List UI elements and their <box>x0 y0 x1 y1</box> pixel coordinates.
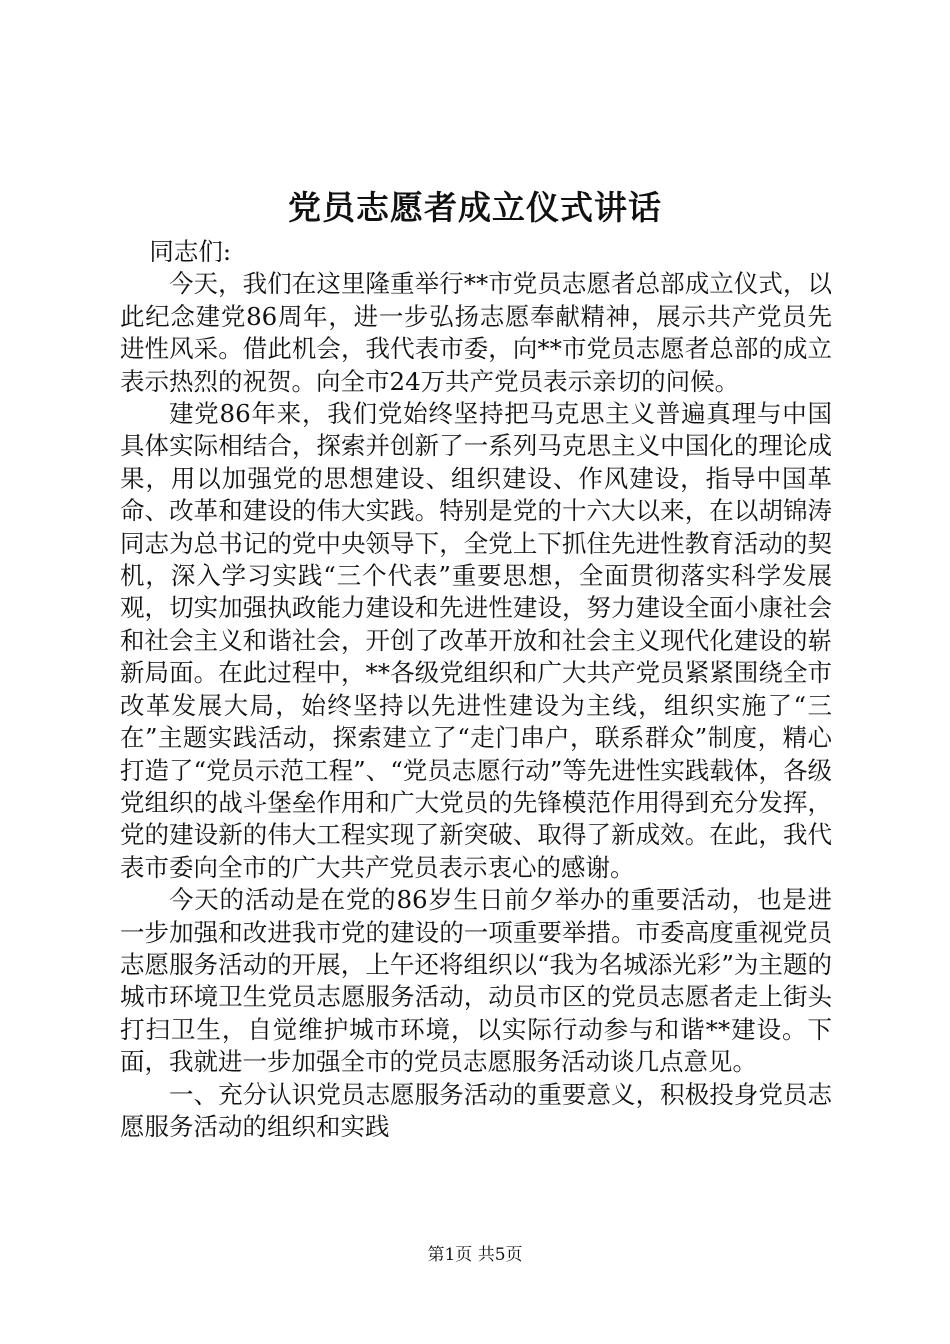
page-indicator: 第1页 共5页 <box>427 1245 523 1265</box>
document-body <box>120 236 832 1143</box>
document-title: 党员志愿者成立仪式讲话 <box>288 188 662 227</box>
paragraph: 建党86年来，我们党始终坚持把马克思主义普遍真理与中国具体实际相结合，探索并创新了一系列马克思主义中国化的理论成果，用以加强党的思想建设、组织建设、作风建设，指导中国革命、改革和建设的伟大实践。特别是党的十六大以来，在以胡锦涛同志为总书记的党中央领导下，全党上下抓住先进性教育活动的契机，深入学习实践“三个代表”重要思想，全面贯彻落实科学发展观，切实加强执政能力建设和先进性建设，努力建设全面小康社会和社会主义和谐社会，开创了改革开放和社会主义现代化建设的崭新局面。在此过程中，**各级党组织和广大共产党员紧紧围绕全市改革发展大局，始终坚持以先进性建设为主线，组织实施了“三在”主题实践活动，探索建立了“走门串户，联系群众”制度，精心打造了“党员示范工程”、“党员志愿行动”等先进性实践载体，各级党组织的战斗堡垒作用和广大党员的先锋模范作用得到充分发挥，党的建设新的伟大工程实现了新突破、取得了新成效。在此，我代表市委向全市的广大共产党员表示衷心的感谢。 <box>120 399 832 882</box>
paragraph: 今天，我们在这里隆重举行**市党员志愿者总部成立仪式，以此纪念建党86周年，进一步弘扬志愿奉献精神，展示共产党员先进性风采。借此机会，我代表市委，向**市党员志愿者总部的成立表示热烈的祝贺。向全市24万共产党员表示亲切的问候。 <box>120 269 832 396</box>
salutation: 同志们: <box>149 237 232 266</box>
page-footer <box>0 1244 950 1266</box>
section-heading: 一、充分认识党员志愿服务活动的重要意义，积极投身党员志愿服务活动的组织和实践 <box>120 1079 832 1141</box>
paragraph: 今天的活动是在党的86岁生日前夕举办的重要活动，也是进一步加强和改进我市党的建设的一项重要举措。市委高度重视党员志愿服务活动的开展，上午还将组织以“我为名城添光彩”为主题的城市环境卫生党员志愿服务活动，动员市区的党员志愿者走上街头打扫卫生，自觉维护城市环境，以实际行动参与和谐**建设。下面，我就进一步加强全市的党员志愿服务活动谈几点意见。 <box>120 885 832 1077</box>
